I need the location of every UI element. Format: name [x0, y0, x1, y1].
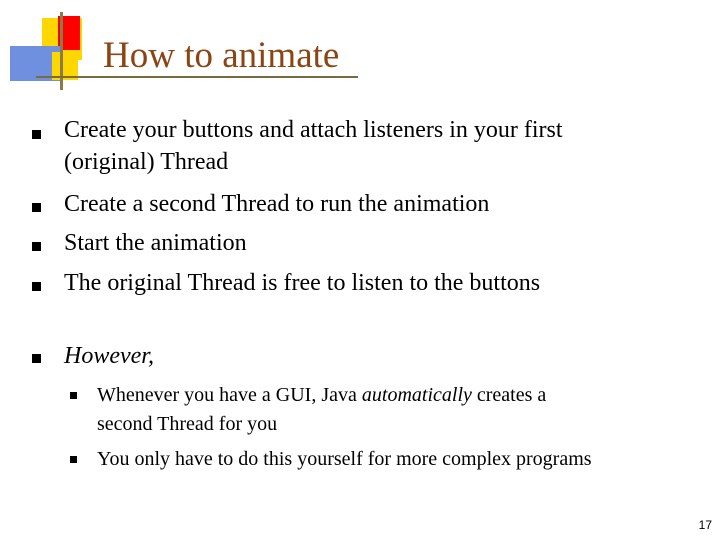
- bullet-item-4-text: The original Thread is free to listen to the buttons: [64, 270, 541, 296]
- square-bullet-icon: [32, 282, 41, 291]
- sub-bullet-item-1: [97, 381, 546, 439]
- bullet-item-1-line-2: (original) Thread: [64, 149, 229, 175]
- square-bullet-icon: [32, 203, 41, 212]
- slide-number: 17: [698, 518, 712, 532]
- square-bullet-icon: [70, 456, 77, 463]
- bullet-item-3-text: Start the animation: [64, 230, 247, 256]
- sub-bullet-item-1-line-2: second Thread for you: [97, 413, 278, 435]
- bullet-item-4: [64, 267, 540, 299]
- sub-bullet-item-1-text-before: Whenever you have a GUI, Java: [97, 384, 362, 406]
- slide-title: How to animate: [103, 35, 340, 76]
- sub-bullet-item-1-text-after: creates a: [471, 384, 547, 406]
- bullet-item-3: [64, 227, 247, 259]
- square-bullet-icon: [32, 242, 41, 251]
- square-bullet-icon: [70, 392, 77, 399]
- sub-bullet-item-1-line-1: [97, 381, 546, 410]
- sub-bullet-item-2: [97, 445, 592, 474]
- sub-bullet-item-1-emphasis: automatically: [361, 384, 472, 406]
- bullet-item-1-line-1: Create your buttons and attach listeners in your first: [64, 117, 563, 143]
- sub-bullet-item-2-text: You only have to do this yourself for more complex programs: [97, 448, 592, 470]
- bullet-item-5: [64, 340, 154, 372]
- square-bullet-icon: [32, 354, 41, 363]
- bullet-item-2: [64, 188, 489, 220]
- bullet-item-2-text: Create a second Thread to run the animation: [64, 191, 490, 217]
- bullet-item-1: [64, 114, 563, 178]
- square-bullet-icon: [32, 130, 41, 139]
- bullet-item-5-text: However,: [64, 343, 154, 369]
